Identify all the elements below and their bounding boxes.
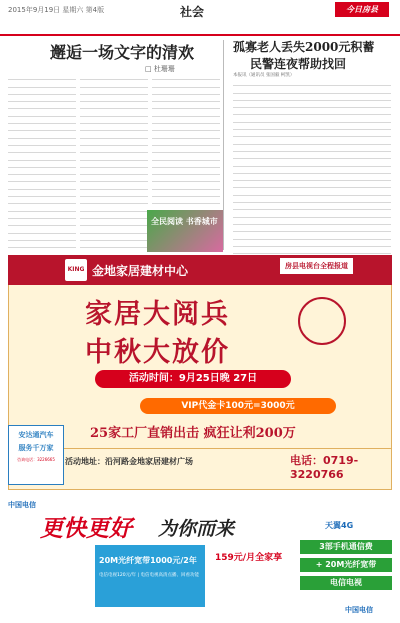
ad-divider [8, 448, 392, 449]
offer-line-4: 电信电视 [300, 576, 392, 590]
badge-phone: 咨询电话：3226665 [17, 457, 55, 462]
vip-card: VIP代金卡100元=3000元 [140, 398, 336, 414]
ad-seal [298, 297, 346, 345]
section-title: 社会 [180, 5, 205, 19]
article-column-1 [8, 74, 76, 249]
offer-line-1: 3部手机通信费 [300, 540, 392, 554]
telecom-logo: 中国电信 [8, 501, 36, 509]
fourg-label: 天翼4G [325, 521, 354, 530]
badge-line-1: 安达通汽车 [18, 431, 54, 439]
ad-address: 活动地址：沿河路金地家居建材广场 [65, 457, 193, 466]
sidebar-source: 本报讯（通讯员 张国毅 柯凯） [233, 73, 295, 78]
king-logo: KING [65, 259, 87, 281]
fiber-block [95, 545, 205, 607]
fair-text: 25家工厂直销出击 疯狂让利200万 [90, 426, 296, 441]
issue-date: 2015年9月19日 星期六 第4版 [8, 6, 105, 14]
ad-phone: 电话：0719-3220766 [290, 454, 359, 481]
ad-headline-2: 中秋大放价 [85, 337, 230, 368]
slogan-1: 更快更好 [40, 515, 132, 542]
article-byline: □ 杜珊珊 [145, 65, 175, 73]
ad-brand: 金地家居建材中心 [92, 264, 189, 278]
slogan-2: 为你而来 [158, 518, 235, 540]
offer-line-3: 159元/月全家享 [215, 553, 283, 563]
fiber-sub: 电信电视120元/年 | 电信电视高清点播、回看功能 [99, 573, 199, 578]
fiber-title: 20M光纤宽带1000元/2年 [99, 556, 197, 565]
column-divider [223, 40, 224, 250]
photo-caption: 全民阅读 书香城市 [151, 216, 218, 226]
badge-line-2: 服务千万家 [18, 444, 54, 452]
car-service-badge [8, 425, 64, 485]
tv-report: 房县电视台全程报道 [280, 258, 353, 274]
reading-photo [147, 210, 223, 252]
event-time: 活动时间：9月25日晚 27日 [95, 370, 291, 388]
sidebar-headline-1: 孤寡老人丢失2000元积蓄 [233, 40, 375, 54]
sidebar-text [233, 80, 391, 255]
ad-headline-1: 家居大阅兵 [85, 299, 230, 330]
telecom-footer-logo: 中国电信 [345, 606, 373, 614]
paper-logo: 今日房县 [335, 2, 389, 17]
offer-line-2: + 20M光纤宽带 [300, 558, 392, 572]
article-column-2 [80, 74, 148, 249]
article-title: 邂逅一场文字的清欢 [50, 43, 195, 62]
sidebar-headline-2: 民警连夜帮助找回 [250, 57, 347, 71]
